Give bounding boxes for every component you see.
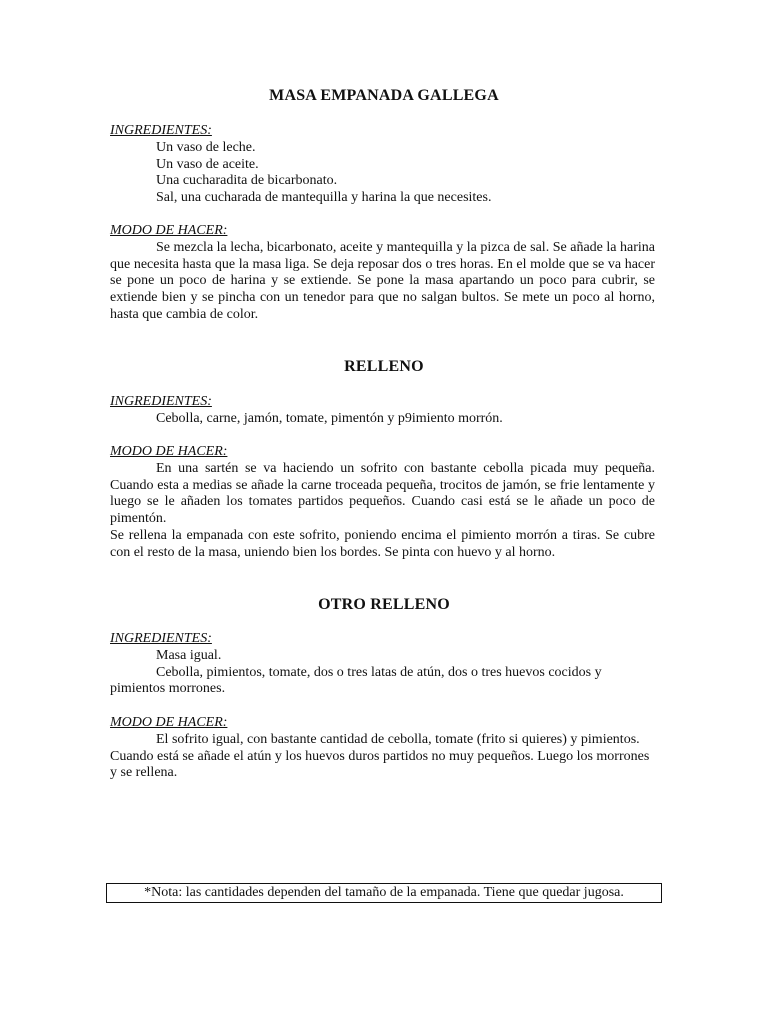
method-label: MODO DE HACER: [110,223,228,238]
method-paragraph: Se mezcla la lecha, bicarbonato, aceite y mantequilla y la pizca de sal. Se añade la harina que necesita hasta que la masa liga. Se deja reposar dos o tres horas. En el molde que se va hacer se pone un poco de harina y se extiende. Se pone la masa apartando un poco para cubrir, se extiende bien y se pincha con un tenedor para que no salgan bultos. Se mete un poco al horno, hasta que cambia de color. [110,239,655,322]
section-otro-ingredients [110,631,655,698]
section-masa-method [110,223,655,324]
ingredients-label: INGREDIENTES: [110,631,212,646]
method-label: MODO DE HACER: [110,444,228,459]
ingredient-item: Sal, una cucharada de mantequilla y harina la que necesites. [156,190,492,206]
method-paragraph: Se rellena la empanada con este sofrito, poniendo encima el pimiento morrón a tiras. Se cubre con el resto de la masa, uniendo bien los bordes. Se pinta con huevo y al horno. [110,527,655,560]
section-title-relleno: RELLENO [344,358,424,375]
section-title-masa: MASA EMPANADA GALLEGA [269,87,499,104]
method-paragraph: El sofrito igual, con bastante cantidad de cebolla, tomate (frito si quieres) y pimientos. Cuando está se añade el atún y los huevos duros partidos no muy pequeños. Luego los morrones y se rellena. [110,731,650,781]
ingredient-item: Una cucharadita de bicarbonato. [156,173,338,189]
ingredient-item: Un vaso de aceite. [156,156,259,172]
note-box: *Nota: las cantidades dependen del tamaño de la empanada. Tiene que quedar jugosa. [106,883,662,903]
section-otro-method [110,715,655,782]
ingredients-label: INGREDIENTES: [110,123,212,138]
ingredient-item: Cebolla, pimientos, tomate, dos o tres latas de atún, dos o tres huevos cocidos y pimientos morrones. [110,664,602,697]
ingredient-item: Masa igual. [156,647,222,663]
method-label: MODO DE HACER: [110,715,228,730]
section-relleno-ingredients [110,394,655,428]
ingredients-label: INGREDIENTES: [110,394,212,409]
ingredient-item: Un vaso de leche. [156,139,256,155]
section-title-otro-relleno: OTRO RELLENO [318,596,450,613]
method-paragraph: En una sartén se va haciendo un sofrito con bastante cebolla picada muy pequeña. Cuando esta a medias se añade la carne troceada pequeña, trocitos de jamón, se frie lentamente y luego se le añaden los tomates partidos pequeños. Cuando casi está se le añade un poco de pimentón. [110,460,655,527]
section-relleno-method [110,444,655,562]
section-masa-ingredients [110,123,655,207]
ingredient-item: Cebolla, carne, jamón, tomate, pimentón y p9imiento morrón. [156,410,503,426]
